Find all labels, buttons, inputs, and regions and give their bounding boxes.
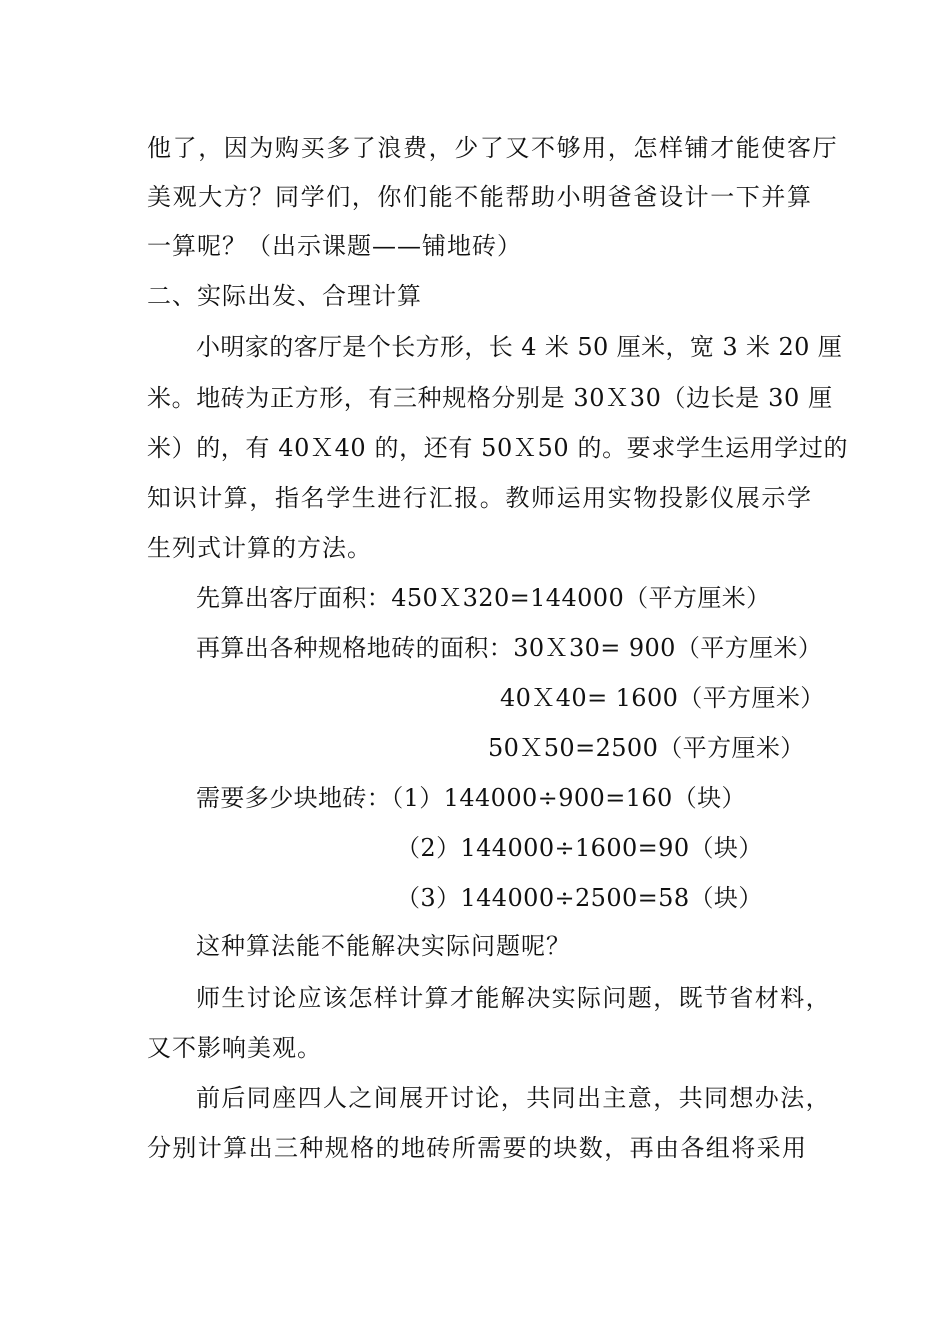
- text-line-12: 40Ｘ40= 1600（平方厘米）: [500, 684, 825, 712]
- text-line-10: 先算出客厅面积：450Ｘ320=144000（平方厘米）: [196, 584, 771, 612]
- text-line-8: 知识计算，指名学生进行汇报。教师运用实物投影仪展示学: [147, 484, 813, 512]
- text-line-20: 前后同座四人之间展开讨论，共同出主意，共同想办法，: [196, 1084, 831, 1112]
- section-heading: 二、实际出发、合理计算: [147, 282, 422, 310]
- text-line-16: （3）144000÷2500=58（块）: [396, 884, 763, 912]
- text-line-7: 米）的，有 40Ｘ40 的，还有 50Ｘ50 的。要求学生运用学过的: [147, 434, 849, 462]
- text-line-6: 米。地砖为正方形，有三种规格分别是 30Ｘ30（边长是 30 厘: [147, 384, 833, 412]
- text-line-19: 又不影响美观。: [147, 1034, 322, 1062]
- text-line-17: 这种算法能不能解决实际问题呢？: [196, 932, 571, 960]
- text-line-13: 50Ｘ50=2500（平方厘米）: [488, 734, 805, 762]
- text-line-1: 他了，因为购买多了浪费，少了又不够用，怎样铺才能使客厅: [147, 134, 839, 162]
- text-line-3: 一算呢？（出示课题——铺地砖）: [147, 232, 522, 260]
- text-line-9: 生列式计算的方法。: [147, 534, 372, 562]
- text-line-18: 师生讨论应该怎样计算才能解决实际问题，既节省材料，: [196, 984, 831, 1012]
- text-line-5: 小明家的客厅是个长方形，长 4 米 50 厘米，宽 3 米 20 厘: [196, 333, 843, 361]
- text-line-14: 需要多少块地砖：（1）144000÷900=160（块）: [196, 784, 746, 812]
- text-line-2: 美观大方？同学们，你们能不能帮助小明爸爸设计一下并算: [147, 183, 813, 211]
- text-line-11: 再算出各种规格地砖的面积：30Ｘ30= 900（平方厘米）: [196, 634, 823, 662]
- text-line-15: （2）144000÷1600=90（块）: [396, 834, 763, 862]
- text-line-21: 分别计算出三种规格的地砖所需要的块数，再由各组将采用: [147, 1134, 808, 1162]
